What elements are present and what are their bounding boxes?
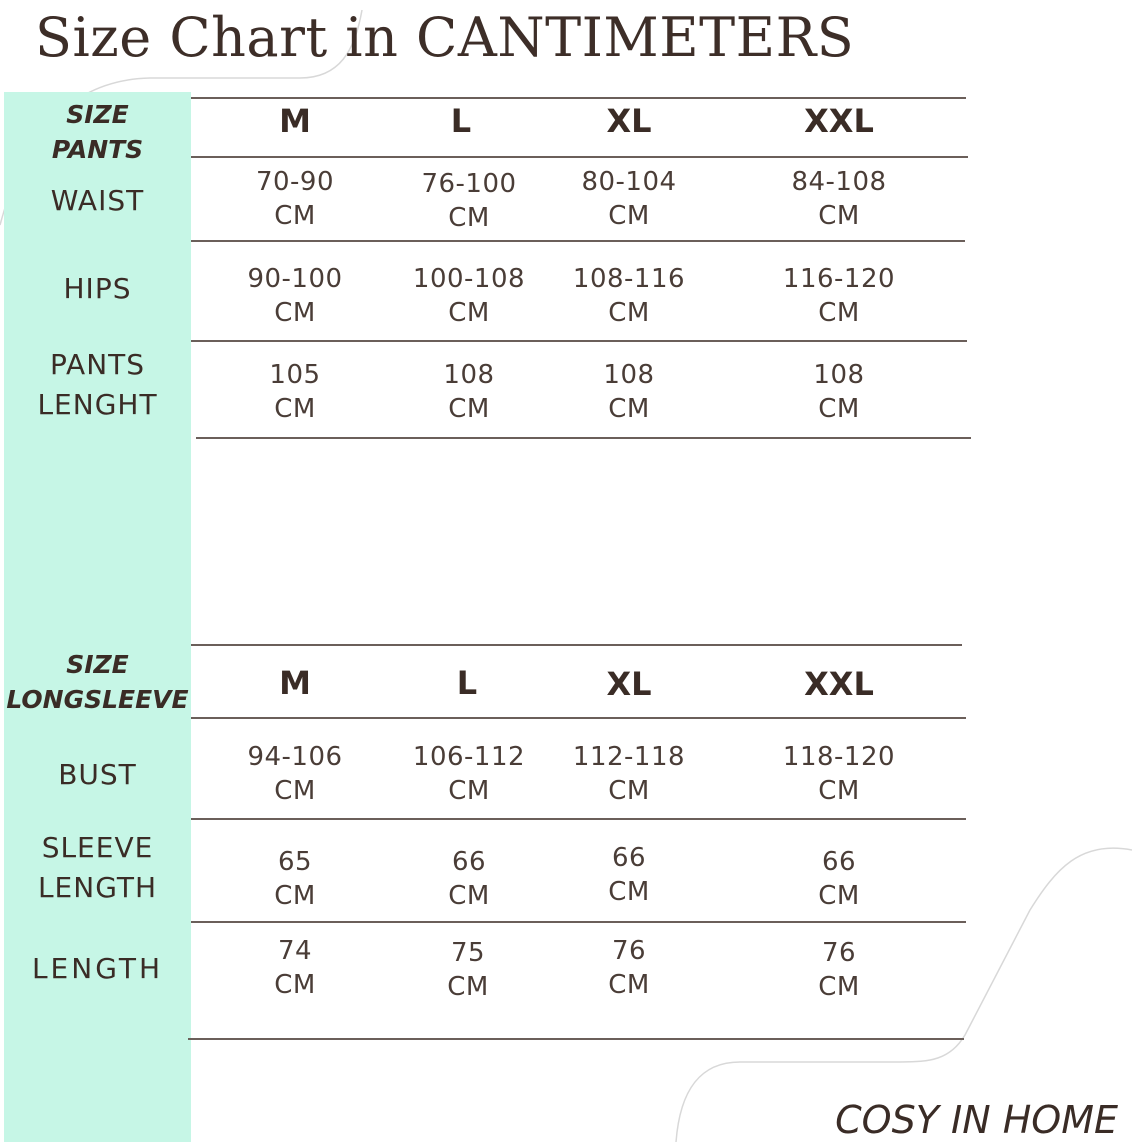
- size-header-line: PANTS: [51, 135, 144, 164]
- table-cell: 75 CM: [447, 938, 489, 1002]
- size-column-header: L: [456, 664, 478, 702]
- table-cell: 70-90 CM: [255, 167, 335, 231]
- table-cell: 106-112 CM: [412, 742, 526, 806]
- table-cell: 94-106 CM: [247, 742, 343, 806]
- size-column-header: XXL: [804, 102, 874, 140]
- size-header-line: SIZE: [66, 650, 129, 679]
- row-label-line: LENGTH: [37, 871, 158, 904]
- table-cell: 76 CM: [608, 936, 650, 1000]
- size-column-header: XXL: [804, 665, 874, 703]
- table-cell: 108 CM: [603, 360, 655, 424]
- row-label-bust: BUST: [58, 758, 137, 791]
- row-label-line: SLEEVE: [41, 831, 154, 864]
- table-cell: 65 CM: [274, 847, 316, 911]
- table-rule: [188, 1038, 964, 1040]
- table-rule: [191, 97, 966, 99]
- row-label-pants-length: [4, 345, 191, 425]
- table-cell: 116-120 CM: [782, 264, 896, 328]
- row-label-waist: WAIST: [50, 184, 145, 217]
- row-label-sleeve-length: [4, 828, 191, 908]
- row-label-line: PANTS: [49, 348, 146, 381]
- table-cell: 108-116 CM: [572, 264, 686, 328]
- table-rule: [191, 156, 968, 158]
- table-rule: [191, 717, 966, 719]
- table-cell: 105 CM: [269, 360, 321, 424]
- table-cell: 108 CM: [443, 360, 495, 424]
- table-cell: 66 CM: [818, 847, 860, 911]
- table-rule: [196, 437, 971, 439]
- table-cell: 74 CM: [274, 936, 316, 1000]
- table-rule: [191, 240, 965, 242]
- size-column-header: L: [450, 102, 472, 140]
- size-column-header: M: [279, 102, 311, 140]
- brand-name: COSY IN HOME: [835, 1098, 1118, 1142]
- row-label-length: LENGTH: [31, 952, 164, 985]
- table-cell: 76 CM: [818, 938, 860, 1002]
- size-column-header: M: [279, 664, 311, 702]
- table-cell: 76-100 CM: [421, 169, 517, 233]
- table-rule: [191, 921, 966, 923]
- row-label-line: LENGHT: [37, 388, 158, 421]
- size-column-header: XL: [606, 665, 652, 703]
- table-cell: 100-108 CM: [412, 264, 526, 328]
- table-cell: 80-104 CM: [581, 167, 677, 231]
- longsleeve-size-header: [4, 647, 191, 717]
- size-header-line: LONGSLEEVE: [6, 685, 189, 714]
- size-header-line: SIZE: [66, 100, 129, 129]
- table-cell: 84-108 CM: [791, 167, 887, 231]
- row-label-hips: HIPS: [63, 272, 132, 305]
- size-column-header: XL: [606, 102, 652, 140]
- table-cell: 66 CM: [448, 847, 490, 911]
- table-cell: 118-120 CM: [782, 742, 896, 806]
- table-rule: [191, 644, 962, 646]
- table-cell: 112-118 CM: [572, 742, 686, 806]
- table-cell: 108 CM: [813, 360, 865, 424]
- table-cell: 66 CM: [608, 843, 650, 907]
- table-rule: [191, 818, 966, 820]
- table-rule: [191, 340, 967, 342]
- table-cell: 90-100 CM: [247, 264, 343, 328]
- page-title: Size Chart in CANTIMETERS: [35, 6, 855, 69]
- pants-size-header: [4, 97, 191, 167]
